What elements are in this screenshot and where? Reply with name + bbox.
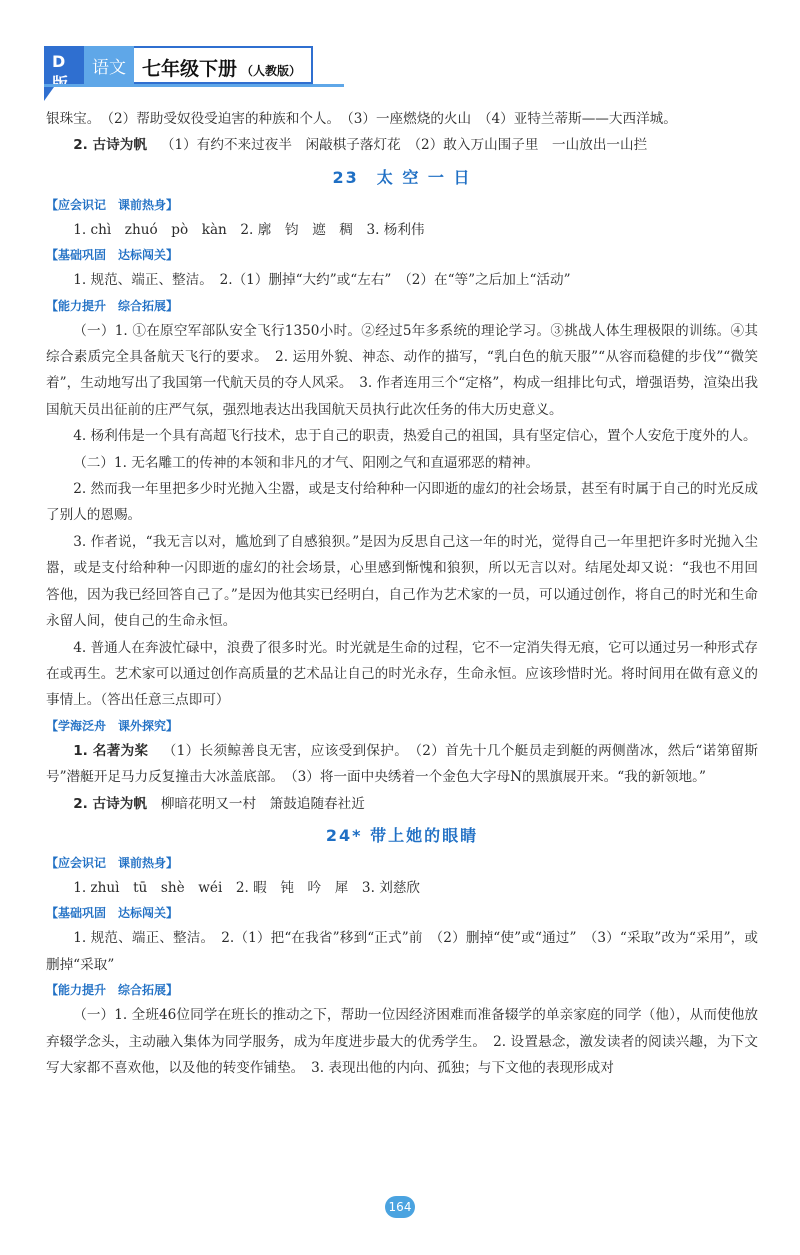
answer-line <box>46 132 758 158</box>
answer-line: 银珠宝。 （2）帮助受奴役受迫害的种族和个人。 （3）一座燃烧的火山 （4）亚特兰蒂斯——大西洋城。 <box>46 111 677 127</box>
item-text: （1）有约不来过夜半 闲敲棋子落灯花 （2）敢入万山围子里 一山放出一山拦 <box>160 137 648 154</box>
answer-paragraph: 1. 规范、端正、整洁。 2.（1）把“在我省”移到“正式”前 （2）删掉“使”或“通过” （3）“采取”改为“采用”，或删掉“采取” <box>46 930 758 973</box>
answer-line: 1. chì zhuó pò kàn 2. 廓 钧 遮 稠 3. 杨利伟 <box>73 221 425 238</box>
subject-label: 语文 <box>84 46 134 84</box>
answer-content <box>46 106 758 1081</box>
section-tag: 【能力提升 综合拓展】 <box>46 298 179 313</box>
section-tag: 【基础巩固 达标闯关】 <box>46 906 179 921</box>
book-header <box>44 46 313 84</box>
answer-paragraph: （二）1. 无名雕工的传神的本领和非凡的才气、阳刚之气和直逼邪恶的精神。 <box>73 454 540 471</box>
section-title: 24* 带上她的眼睛 <box>325 825 479 845</box>
item-label: 1. 名著为桨 <box>73 742 149 759</box>
item-text: （1）长须鲸善良无害，应该受到保护。 （2）首先十几个艇员走到艇的两侧凿冰，然后“诺第留斯号”潜艇开足马力反复撞击大冰盖底部。 （3）将一面中央绣着一个金色大字母N的黑旗展开来。“我的新领地。” <box>46 742 758 786</box>
answer-line <box>46 791 758 817</box>
header-rule <box>44 84 344 87</box>
item-text: 柳暗花明又一村 箫鼓追随春社近 <box>160 795 365 812</box>
answer-paragraph: （一）1. 全班46位同学在班长的推动之下，帮助一位因经济困难而准备辍学的单亲家庭的同学（他），从而使他放弃辍学念头，主动融入集体为同学服务，成为年度进步最大的优秀学生。 2. 设置悬念，激发读者的阅读兴趣，为下文写大家都不喜欢他，以及他的转变作铺垫。 3. 表现出他的内向、孤独；与下文他的表现形成对 <box>46 1007 758 1076</box>
section-tag: 【应会识记 课前热身】 <box>46 197 179 212</box>
header-corner-mark <box>44 87 54 101</box>
section-title: 23 太 空 一 日 <box>332 167 472 187</box>
item-label: 2. 古诗为帆 <box>73 795 147 812</box>
edition-badge: D <box>44 46 84 84</box>
grade-label <box>134 46 313 84</box>
answer-paragraph: 2. 然而我一年里把多少时光抛入尘嚣，或是支付给种种一闪即逝的虚幻的社会场景，甚至有时属于自己的时光反成了别人的恩赐。 <box>46 481 758 524</box>
answer-line: 1. 规范、端正、整洁。 2.（1）删掉“大约”或“左右” （2）在“等”之后加上“活动” <box>73 272 571 289</box>
answer-line: 1. zhuì tū shè wéi 2. 暇 钝 吟 犀 3. 刘慈欣 <box>73 879 421 896</box>
answer-paragraph: 4. 杨利伟是一个具有高超飞行技术，忠于自己的职责，热爱自己的祖国，具有坚定信心，置个人安危于度外的人。 <box>73 428 757 445</box>
section-tag: 【能力提升 综合拓展】 <box>46 983 179 998</box>
answer-paragraph: （一）1. ①在原空军部队安全飞行1350小时。②经过5年多系统的理论学习。③挑战人体生理极限的训练。④其综合素质完全具备航天飞行的要求。 2. 运用外貌、神态、动作的描写，“乳白色的航天服”“从容而稳健的步伐”“微笑着”，生动地写出了我国第一代航天员的夺人风采。 3. 作者连用三个“定格”，构成一组排比句式，增强语势，渲染出我国航天员出征前的庄严气氛，强烈地表达出我国航天员执行此次任务的伟大历史意义。 <box>46 322 758 418</box>
answer-paragraph: 3. 作者说，“我无言以对，尴尬到了自感狼狈。”是因为反思自己这一年的时光，觉得自己一年里把许多时光抛入尘嚣，或是支付给种种一闪即逝的虚幻的社会场景，心里感到惭愧和狼狈，所以无言以对。结尾处却又说：“我也不用回答他，因为我已经回答自己了。”是因为他其实已经明白，自己作为艺术家的一员，可以通过创作，将自己的时光和生命永留人间，使自己的生命永恒。 <box>46 533 758 630</box>
publisher-label: （人教版） <box>241 64 302 78</box>
grade-text: 七年级下册 <box>142 58 238 80</box>
answer-paragraph <box>46 738 758 791</box>
item-label: 2. 古诗为帆 <box>73 137 147 154</box>
section-tag: 【学海泛舟 课外探究】 <box>46 718 179 733</box>
section-tag: 【应会识记 课前热身】 <box>46 855 179 870</box>
section-tag: 【基础巩固 达标闯关】 <box>46 248 179 263</box>
answer-paragraph: 4. 普通人在奔波忙碌中，浪费了很多时光。时光就是生命的过程，它不一定消失得无痕，它可以通过另一种形式存在或再生。艺术家可以通过创作高质量的艺术品让自己的时光永存，生命永恒。应该珍惜时光。将时间用在做有意义的事情上。（答出任意三点即可） <box>46 639 758 709</box>
page-number: 164 <box>385 1196 415 1218</box>
